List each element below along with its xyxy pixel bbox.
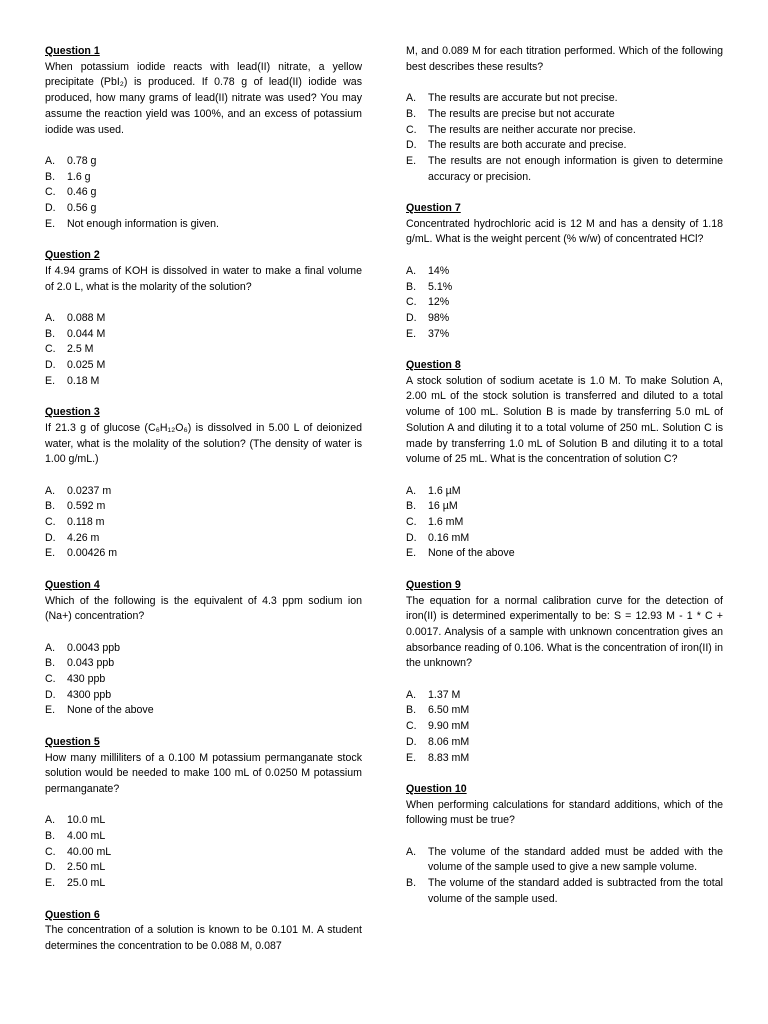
option-letter: B. bbox=[406, 107, 417, 120]
option-text: 9.90 mM bbox=[428, 720, 470, 733]
option-letter: E. bbox=[45, 877, 56, 890]
answer-options bbox=[45, 311, 362, 390]
answer-option bbox=[45, 656, 362, 672]
answer-option bbox=[45, 813, 362, 829]
option-letter: D. bbox=[45, 359, 56, 372]
option-text: 8.06 mM bbox=[428, 735, 470, 748]
option-text: 1.6 µM bbox=[428, 484, 461, 497]
answer-options bbox=[406, 264, 723, 343]
answer-option bbox=[406, 845, 723, 876]
option-letter: E. bbox=[406, 547, 417, 560]
answer-option bbox=[406, 138, 723, 154]
option-letter: A. bbox=[406, 484, 417, 497]
answer-options bbox=[406, 688, 723, 767]
question-title: Question 4 bbox=[45, 578, 100, 591]
question-text: How many milliliters of a 0.100 M potassium permanganate stock solution would be needed to make 100 mL of 0.0250 M potassium permanganate? bbox=[45, 751, 362, 795]
option-text: 6.50 mM bbox=[428, 704, 470, 717]
question-6-continued bbox=[406, 44, 723, 185]
option-letter: C. bbox=[45, 845, 56, 858]
answer-options bbox=[406, 91, 723, 185]
option-text: 5.1% bbox=[428, 280, 453, 293]
option-text: 4300 ppb bbox=[67, 688, 112, 701]
answer-option bbox=[406, 264, 723, 280]
option-text: None of the above bbox=[428, 547, 515, 560]
option-letter: B. bbox=[45, 657, 56, 670]
option-text: 12% bbox=[428, 296, 450, 309]
option-text: 10.0 mL bbox=[67, 814, 106, 827]
question-4 bbox=[45, 578, 362, 719]
option-letter: D. bbox=[45, 531, 56, 544]
option-letter: B. bbox=[406, 500, 417, 513]
question-title: Question 8 bbox=[406, 359, 461, 371]
question-9 bbox=[406, 578, 723, 766]
option-text: Not enough information is given. bbox=[67, 217, 219, 230]
option-text: The volume of the standard added must be added with the volume of the sample used to give a new sample volume. bbox=[428, 845, 723, 874]
option-text: 4.00 mL bbox=[67, 830, 106, 843]
answer-option bbox=[406, 515, 723, 531]
question-title: Question 9 bbox=[406, 578, 461, 591]
option-letter: A. bbox=[45, 154, 56, 167]
option-text: 16 µM bbox=[428, 500, 458, 513]
option-letter: D. bbox=[45, 688, 56, 701]
question-text: If 4.94 grams of KOH is dissolved in water to make a final volume of 2.0 L, what is the molarity of the solution? bbox=[45, 264, 362, 293]
option-text: 0.592 m bbox=[67, 500, 106, 513]
option-text: 0.044 M bbox=[67, 327, 106, 340]
option-text: 40.00 mL bbox=[67, 845, 112, 858]
question-10 bbox=[406, 782, 723, 908]
option-letter: A. bbox=[406, 92, 417, 105]
answer-option bbox=[406, 327, 723, 343]
option-text: 0.18 M bbox=[67, 374, 100, 387]
answer-option bbox=[406, 91, 723, 107]
question-8 bbox=[406, 358, 723, 562]
answer-option bbox=[45, 358, 362, 374]
question-text: M, and 0.089 M for each titration performed. Which of the following best describes these results? bbox=[406, 45, 723, 73]
question-text: Concentrated hydrochloric acid is 12 M and has a density of 1.18 g/mL. What is the weight percent (% w/w) of concentrated HCl? bbox=[406, 217, 723, 246]
answer-option bbox=[45, 342, 362, 358]
option-text: 0.56 g bbox=[67, 202, 97, 215]
option-letter: A. bbox=[406, 688, 417, 701]
option-letter: D. bbox=[406, 311, 417, 324]
option-letter: A. bbox=[45, 641, 56, 654]
option-text: 0.78 g bbox=[67, 154, 97, 167]
option-text: 0.088 M bbox=[67, 311, 106, 324]
question-title: Question 6 bbox=[45, 908, 100, 921]
option-letter: D. bbox=[406, 531, 417, 544]
right-column bbox=[406, 44, 723, 923]
answer-option bbox=[406, 546, 723, 562]
option-text: The results are neither accurate nor precise. bbox=[428, 123, 636, 136]
option-letter: C. bbox=[406, 516, 417, 529]
option-text: None of the above bbox=[67, 704, 154, 717]
option-letter: A. bbox=[406, 264, 417, 277]
answer-option bbox=[45, 499, 362, 515]
answer-option bbox=[406, 123, 723, 139]
question-6 bbox=[45, 908, 362, 955]
answer-option bbox=[406, 719, 723, 735]
option-text: 4.26 m bbox=[67, 531, 100, 544]
answer-option bbox=[406, 703, 723, 719]
option-letter: B. bbox=[406, 877, 417, 890]
option-letter: C. bbox=[45, 673, 56, 686]
answer-option bbox=[406, 751, 723, 767]
answer-option bbox=[45, 829, 362, 845]
option-letter: B. bbox=[406, 704, 417, 717]
option-text: 37% bbox=[428, 327, 450, 340]
answer-option bbox=[45, 531, 362, 547]
option-text: 1.6 mM bbox=[428, 516, 464, 529]
answer-option bbox=[45, 327, 362, 343]
option-text: The results are not enough information is given to determine accuracy or precision. bbox=[428, 154, 723, 183]
option-letter: E. bbox=[45, 217, 56, 230]
option-text: The results are accurate but not precise. bbox=[428, 92, 618, 105]
option-letter: B. bbox=[45, 830, 56, 843]
option-letter: C. bbox=[406, 123, 417, 136]
option-text: 0.025 M bbox=[67, 359, 106, 372]
question-text: When performing calculations for standard additions, which of the following must be true? bbox=[406, 798, 723, 827]
question-5 bbox=[45, 735, 362, 892]
question-title: Question 1 bbox=[45, 45, 100, 57]
question-1 bbox=[45, 44, 362, 232]
option-letter: A. bbox=[45, 814, 56, 827]
answer-option bbox=[45, 845, 362, 861]
answer-options bbox=[406, 484, 723, 563]
option-letter: C. bbox=[45, 343, 56, 356]
option-letter: E. bbox=[406, 154, 417, 167]
answer-option bbox=[45, 374, 362, 390]
option-letter: D. bbox=[45, 202, 56, 215]
question-title: Question 2 bbox=[45, 249, 100, 262]
option-text: 25.0 mL bbox=[67, 877, 106, 890]
answer-option bbox=[45, 876, 362, 892]
option-letter: C. bbox=[45, 516, 56, 529]
option-text: 430 ppb bbox=[67, 673, 106, 686]
option-letter: B. bbox=[45, 327, 56, 340]
option-text: 0.00426 m bbox=[67, 547, 118, 560]
option-letter: A. bbox=[45, 311, 56, 324]
answer-option bbox=[45, 311, 362, 327]
answer-option bbox=[406, 280, 723, 296]
option-letter: A. bbox=[406, 845, 417, 858]
answer-option bbox=[45, 672, 362, 688]
option-text: 2.5 M bbox=[67, 343, 94, 356]
option-text: The results are precise but not accurate bbox=[428, 107, 615, 120]
option-letter: B. bbox=[406, 280, 417, 293]
answer-options bbox=[45, 154, 362, 233]
option-text: 0.043 ppb bbox=[67, 657, 115, 670]
answer-option bbox=[45, 703, 362, 719]
option-letter: E. bbox=[406, 751, 417, 764]
answer-option bbox=[45, 546, 362, 562]
question-title: Question 3 bbox=[45, 406, 100, 419]
option-letter: D. bbox=[406, 139, 417, 152]
answer-option bbox=[406, 735, 723, 751]
answer-option bbox=[45, 860, 362, 876]
option-text: 14% bbox=[428, 264, 450, 277]
answer-option bbox=[406, 311, 723, 327]
answer-option bbox=[406, 876, 723, 907]
option-letter: E. bbox=[45, 374, 56, 387]
answer-option bbox=[406, 484, 723, 500]
answer-option bbox=[45, 185, 362, 201]
option-letter: A. bbox=[45, 484, 56, 497]
option-letter: D. bbox=[45, 861, 56, 874]
answer-option bbox=[45, 484, 362, 500]
question-text: A stock solution of sodium acetate is 1.0 M. To make Solution A, 2.00 mL of the stock solution is transferred and diluted to a total volume of 100 mL. Solution B is made by transferring 5.0 mL of Solution A and diluting it to a total volume of 250 mL. Solution C is made by transferring 1.0 mL of Solution B and diluting it to a total volume of 25 mL. What is the concentration of solution C? bbox=[406, 374, 723, 466]
option-letter: E. bbox=[406, 327, 417, 340]
answer-option bbox=[45, 217, 362, 233]
question-text: When potassium iodide reacts with lead(II) nitrate, a yellow precipitate (PbI₂) is produced. If 0.78 g of lead(II) iodide was produced, how many grams of lead(II) nitrate was used? You may assume the reaction yield was 100%, and an excess of potassium iodide was used. bbox=[45, 60, 362, 136]
answer-option bbox=[45, 201, 362, 217]
option-text: 0.0237 m bbox=[67, 484, 112, 497]
answer-option bbox=[45, 688, 362, 704]
option-text: 1.37 M bbox=[428, 688, 461, 701]
answer-options bbox=[45, 484, 362, 563]
question-text: The equation for a normal calibration curve for the detection of iron(II) is determined experimentally to be: S = 12.93 M - 1 * C + 0.0017. Analysis of a sample with unknown concentration gives an absorbance reading of 0.106. What is the concentration of iron(II) in the unknown? bbox=[406, 594, 723, 670]
answer-option bbox=[406, 295, 723, 311]
option-letter: C. bbox=[406, 720, 417, 733]
option-letter: C. bbox=[45, 186, 56, 199]
option-text: 1.6 g bbox=[67, 170, 91, 183]
option-text: The results are both accurate and precise. bbox=[428, 139, 627, 152]
answer-option bbox=[45, 641, 362, 657]
option-letter: E. bbox=[45, 547, 56, 560]
option-text: 2.50 mL bbox=[67, 861, 106, 874]
option-text: 0.16 mM bbox=[428, 531, 470, 544]
answer-options bbox=[45, 813, 362, 892]
option-text: The volume of the standard added is subtracted from the total volume of the sample used. bbox=[428, 877, 723, 905]
option-letter: C. bbox=[406, 296, 417, 309]
option-letter: B. bbox=[45, 500, 56, 513]
option-text: 0.0043 ppb bbox=[67, 641, 121, 654]
question-title: Question 7 bbox=[406, 202, 461, 214]
option-text: 0.46 g bbox=[67, 186, 97, 199]
answer-option bbox=[406, 107, 723, 123]
answer-option bbox=[45, 154, 362, 170]
answer-options bbox=[45, 641, 362, 720]
question-title: Question 10 bbox=[406, 782, 467, 795]
question-text: Which of the following is the equivalent of 4.3 ppm sodium ion (Na+) concentration? bbox=[45, 594, 362, 623]
option-text: 98% bbox=[428, 311, 450, 324]
option-letter: E. bbox=[45, 704, 56, 717]
option-text: 0.118 m bbox=[67, 516, 105, 529]
left-column bbox=[45, 44, 362, 955]
option-letter: B. bbox=[45, 170, 56, 183]
answer-option bbox=[406, 499, 723, 515]
answer-option bbox=[406, 154, 723, 185]
answer-options bbox=[406, 845, 723, 908]
answer-option bbox=[406, 531, 723, 547]
question-7 bbox=[406, 201, 723, 342]
answer-option bbox=[45, 170, 362, 186]
option-letter: D. bbox=[406, 735, 417, 748]
option-text: 8.83 mM bbox=[428, 751, 470, 764]
answer-option bbox=[406, 688, 723, 704]
question-2 bbox=[45, 248, 362, 389]
question-text: The concentration of a solution is known to be 0.101 M. A student determines the concentration to be 0.088 M, 0.087 bbox=[45, 924, 362, 952]
question-3 bbox=[45, 405, 362, 562]
question-title: Question 5 bbox=[45, 735, 100, 748]
answer-option bbox=[45, 515, 362, 531]
question-text: If 21.3 g of glucose (C₆H₁₂O₆) is dissolved in 5.00 L of deionized water, what is the molality of the solution? (The density of water is 1.00 g/mL.) bbox=[45, 421, 362, 466]
